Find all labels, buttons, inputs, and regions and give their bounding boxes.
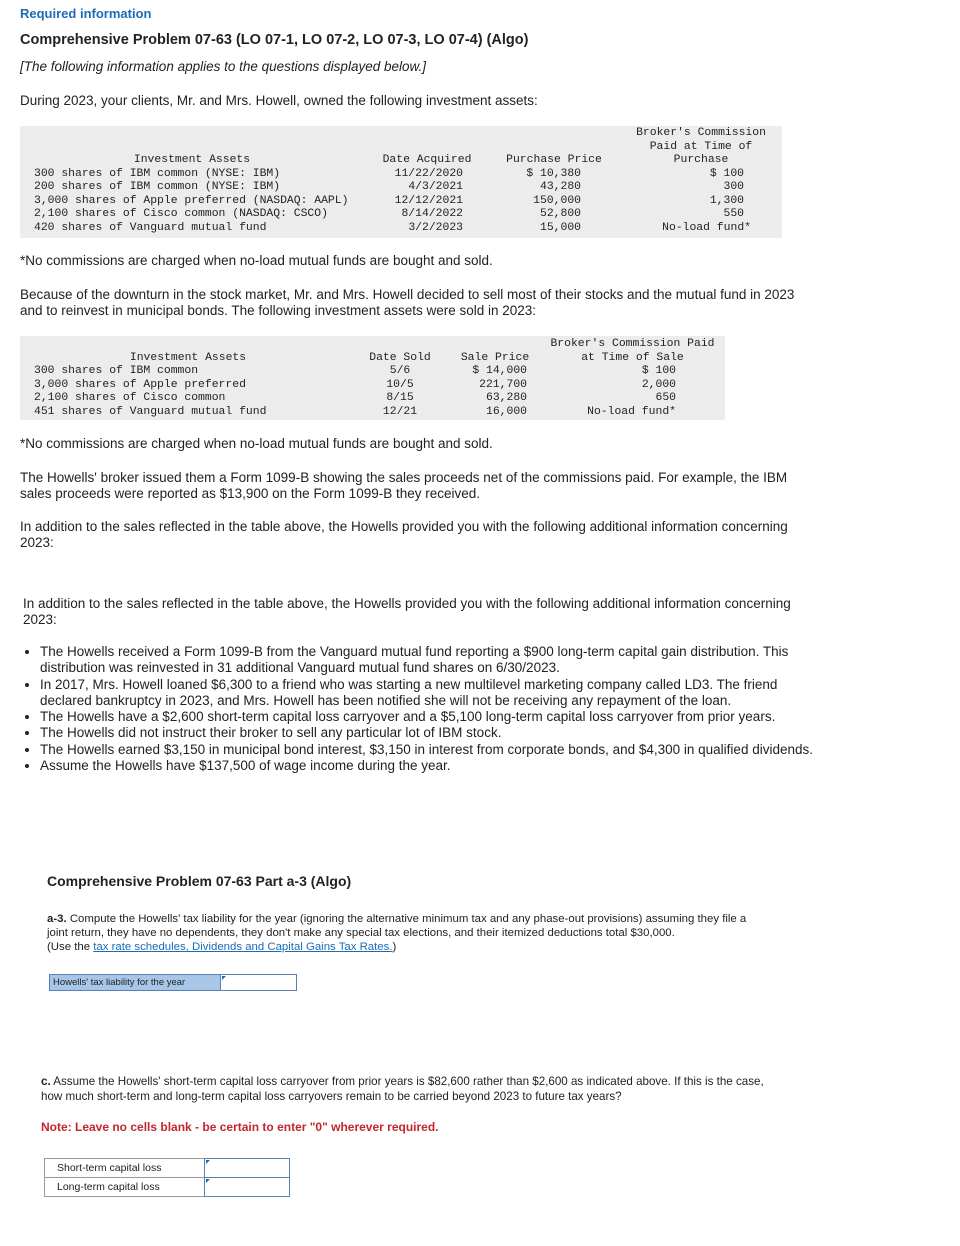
list-item: • The Howells earned $3,150 in municipal bond interest, $3,150 in interest from corporate bonds, and $4,300 in qualified dividends. [40,742,820,758]
short-term-loss-input[interactable] [204,1158,290,1178]
table2-footnote: *No commissions are charged when no-load mutual funds are bought and sold. [20,436,493,451]
commission-cell: 650 [655,392,676,404]
asset-cell: 300 shares of IBM common (NYSE: IBM) [34,167,281,180]
commission-cell: $ 100 [709,167,744,180]
commission-cell: 1,300 [709,194,744,207]
price-cell: 15,000 [539,221,581,234]
price-cell: 221,700 [479,378,527,391]
applies-note: [The following information applies to the questions displayed below.] [20,59,426,74]
use-prefix: (Use the [47,941,91,953]
short-term-loss-label: Short-term capital loss [44,1158,205,1178]
asset-cell: 200 shares of IBM common (NYSE: IBM) [34,181,281,193]
part-c-note: Note: Leave no cells blank - be certain to enter "0" wherever required. [41,1120,439,1134]
part-a3-question [47,912,767,954]
part-c-text: Assume the Howells' short-term capital loss carryover from prior years is $82,600 rather than $2,600 as indicated above. If this is the case, how much short-term and long-term capital loss carryovers remain to be carried beyond 2023 to future tax years? [41,1075,764,1103]
price-cell: 150,000 [533,194,581,207]
list-item: • The Howells have a $2,600 short-term capital loss carryover and a $5,100 long-term capital loss carryover from prior years. [40,709,820,725]
col-header-date-sold: Date Sold [369,351,431,364]
tax-rate-schedules-link[interactable]: tax rate schedules, Dividends and Capital Gains Tax Rates. [93,941,393,953]
date-cell: 11/22/2020 [394,167,463,180]
additional-info-paragraph: In addition to the sales reflected in the table above, the Howells provided you with the following additional information concerning 2023: [20,519,788,550]
commission-cell: No-load fund* [587,405,676,418]
date-cell: 8/14/2022 [401,208,463,220]
input-marker-icon [206,1160,210,1164]
commission-cell: 2,000 [641,378,676,391]
problem-title: Comprehensive Problem 07-63 (LO 07-1, LO 07-2, LO 07-3, LO 07-4) (Algo) [20,32,529,48]
col-header-commission-3: Purchase [673,154,729,166]
asset-cell: 451 shares of Vanguard mutual fund [34,405,267,418]
date-cell: 5/6 [389,365,411,377]
commission-cell: $ 100 [641,365,676,377]
use-suffix: ) [392,941,397,953]
list-item: • The Howells did not instruct their broker to sell any particular lot of IBM stock. [40,725,820,741]
price-cell: 16,000 [485,405,527,418]
asset-cell: 420 shares of Vanguard mutual fund [34,221,267,234]
tax-liability-label: Howells' tax liability for the year [49,974,221,991]
list-item: • Assume the Howells have $137,500 of wage income during the year. [40,758,820,774]
part-c-label: c. [41,1075,51,1088]
asset-cell: 2,100 shares of Cisco common (NASDAQ: CSCO) [34,208,328,220]
price-cell: 63,280 [485,392,527,404]
date-cell: 4/3/2021 [408,181,463,193]
col-header-date-acquired: Date Acquired [382,154,472,166]
long-term-loss-label: Long-term capital loss [44,1177,205,1197]
input-marker-icon [206,1179,210,1183]
col-header-commission-2: at Time of Sale [581,351,684,364]
form-1099b-paragraph: The Howells' broker issued them a Form 1099-B showing the sales proceeds net of the commissions paid. For example, the IBM sales proceeds were reported as $13,900 on the Form 1099-B they received. [20,470,788,501]
commission-cell: 550 [723,208,744,220]
sold-paragraph: Because of the downturn in the stock market, Mr. and Mrs. Howell decided to sell most of their stocks and the mutual fund in 2023 and to reinvest in municipal bonds. The following investment assets were sold in 2023: [20,287,795,318]
tax-liability-input[interactable] [220,974,297,991]
required-information-label: Required information [20,6,152,21]
part-a3-heading: Comprehensive Problem 07-63 Part a-3 (Algo) [47,873,352,889]
col-header-commission-1: Broker's Commission Paid [550,338,715,350]
asset-cell: 2,100 shares of Cisco common [34,392,226,404]
col-header-commission-2: Paid at Time of [649,140,753,153]
price-cell: 52,800 [539,208,581,220]
additional-info-paragraph-repeat: In addition to the sales reflected in the table above, the Howells provided you with the following additional information concerning 2023: [23,596,791,627]
intro-paragraph: During 2023, your clients, Mr. and Mrs. Howell, owned the following investment assets: [20,93,538,108]
date-cell: 12/12/2021 [394,194,463,207]
price-cell: $ 10,380 [526,167,581,180]
date-cell: 3/2/2023 [408,221,463,234]
input-marker-icon [222,976,226,980]
date-cell: 8/15 [386,392,414,404]
part-c-question [41,1075,786,1104]
commission-cell: 300 [723,181,744,193]
asset-cell: 3,000 shares of Apple preferred [34,378,246,391]
asset-cell: 3,000 shares of Apple preferred (NASDAQ: AAPL) [34,194,349,207]
col-header-investment-assets: Investment Assets [129,351,247,364]
date-cell: 12/21 [382,405,418,418]
part-a3-text: Compute the Howells' tax liability for the year (ignoring the alternative minimum tax and any phase-out provisions) assuming they file a joint return, they have no dependents, they don't make any special tax elections, and their itemized deductions total $30,000. [47,913,747,939]
investment-assets-table [20,126,782,238]
asset-cell: 300 shares of IBM common [34,365,199,377]
col-header-investment-assets: Investment Assets [133,154,251,166]
date-cell: 10/5 [386,378,414,391]
commission-cell: No-load fund* [662,221,751,234]
col-header-sale-price: Sale Price [460,351,530,364]
list-item: • The Howells received a Form 1099-B from the Vanguard mutual fund reporting a $900 long-term capital gain distribution. This distribution was reinvested in 31 additional Vanguard mutual fund shares on 6/30/2023. [40,644,820,677]
col-header-commission-1: Broker's Commission [636,127,766,139]
table1-footnote: *No commissions are charged when no-load mutual funds are bought and sold. [20,253,493,268]
additional-info-list [22,644,820,774]
price-cell: $ 14,000 [472,365,527,377]
long-term-loss-input[interactable] [204,1177,290,1197]
part-a3-label: a-3. [47,913,67,925]
sold-assets-table [20,336,725,420]
list-item: • In 2017, Mrs. Howell loaned $6,300 to a friend who was starting a new multilevel marketing company called LD3. The friend declared bankruptcy in 2023, and Mrs. Howell has been notified she will not be receiving any repayment of the loan. [40,677,820,710]
col-header-purchase-price: Purchase Price [506,154,602,166]
price-cell: 43,280 [539,181,581,193]
